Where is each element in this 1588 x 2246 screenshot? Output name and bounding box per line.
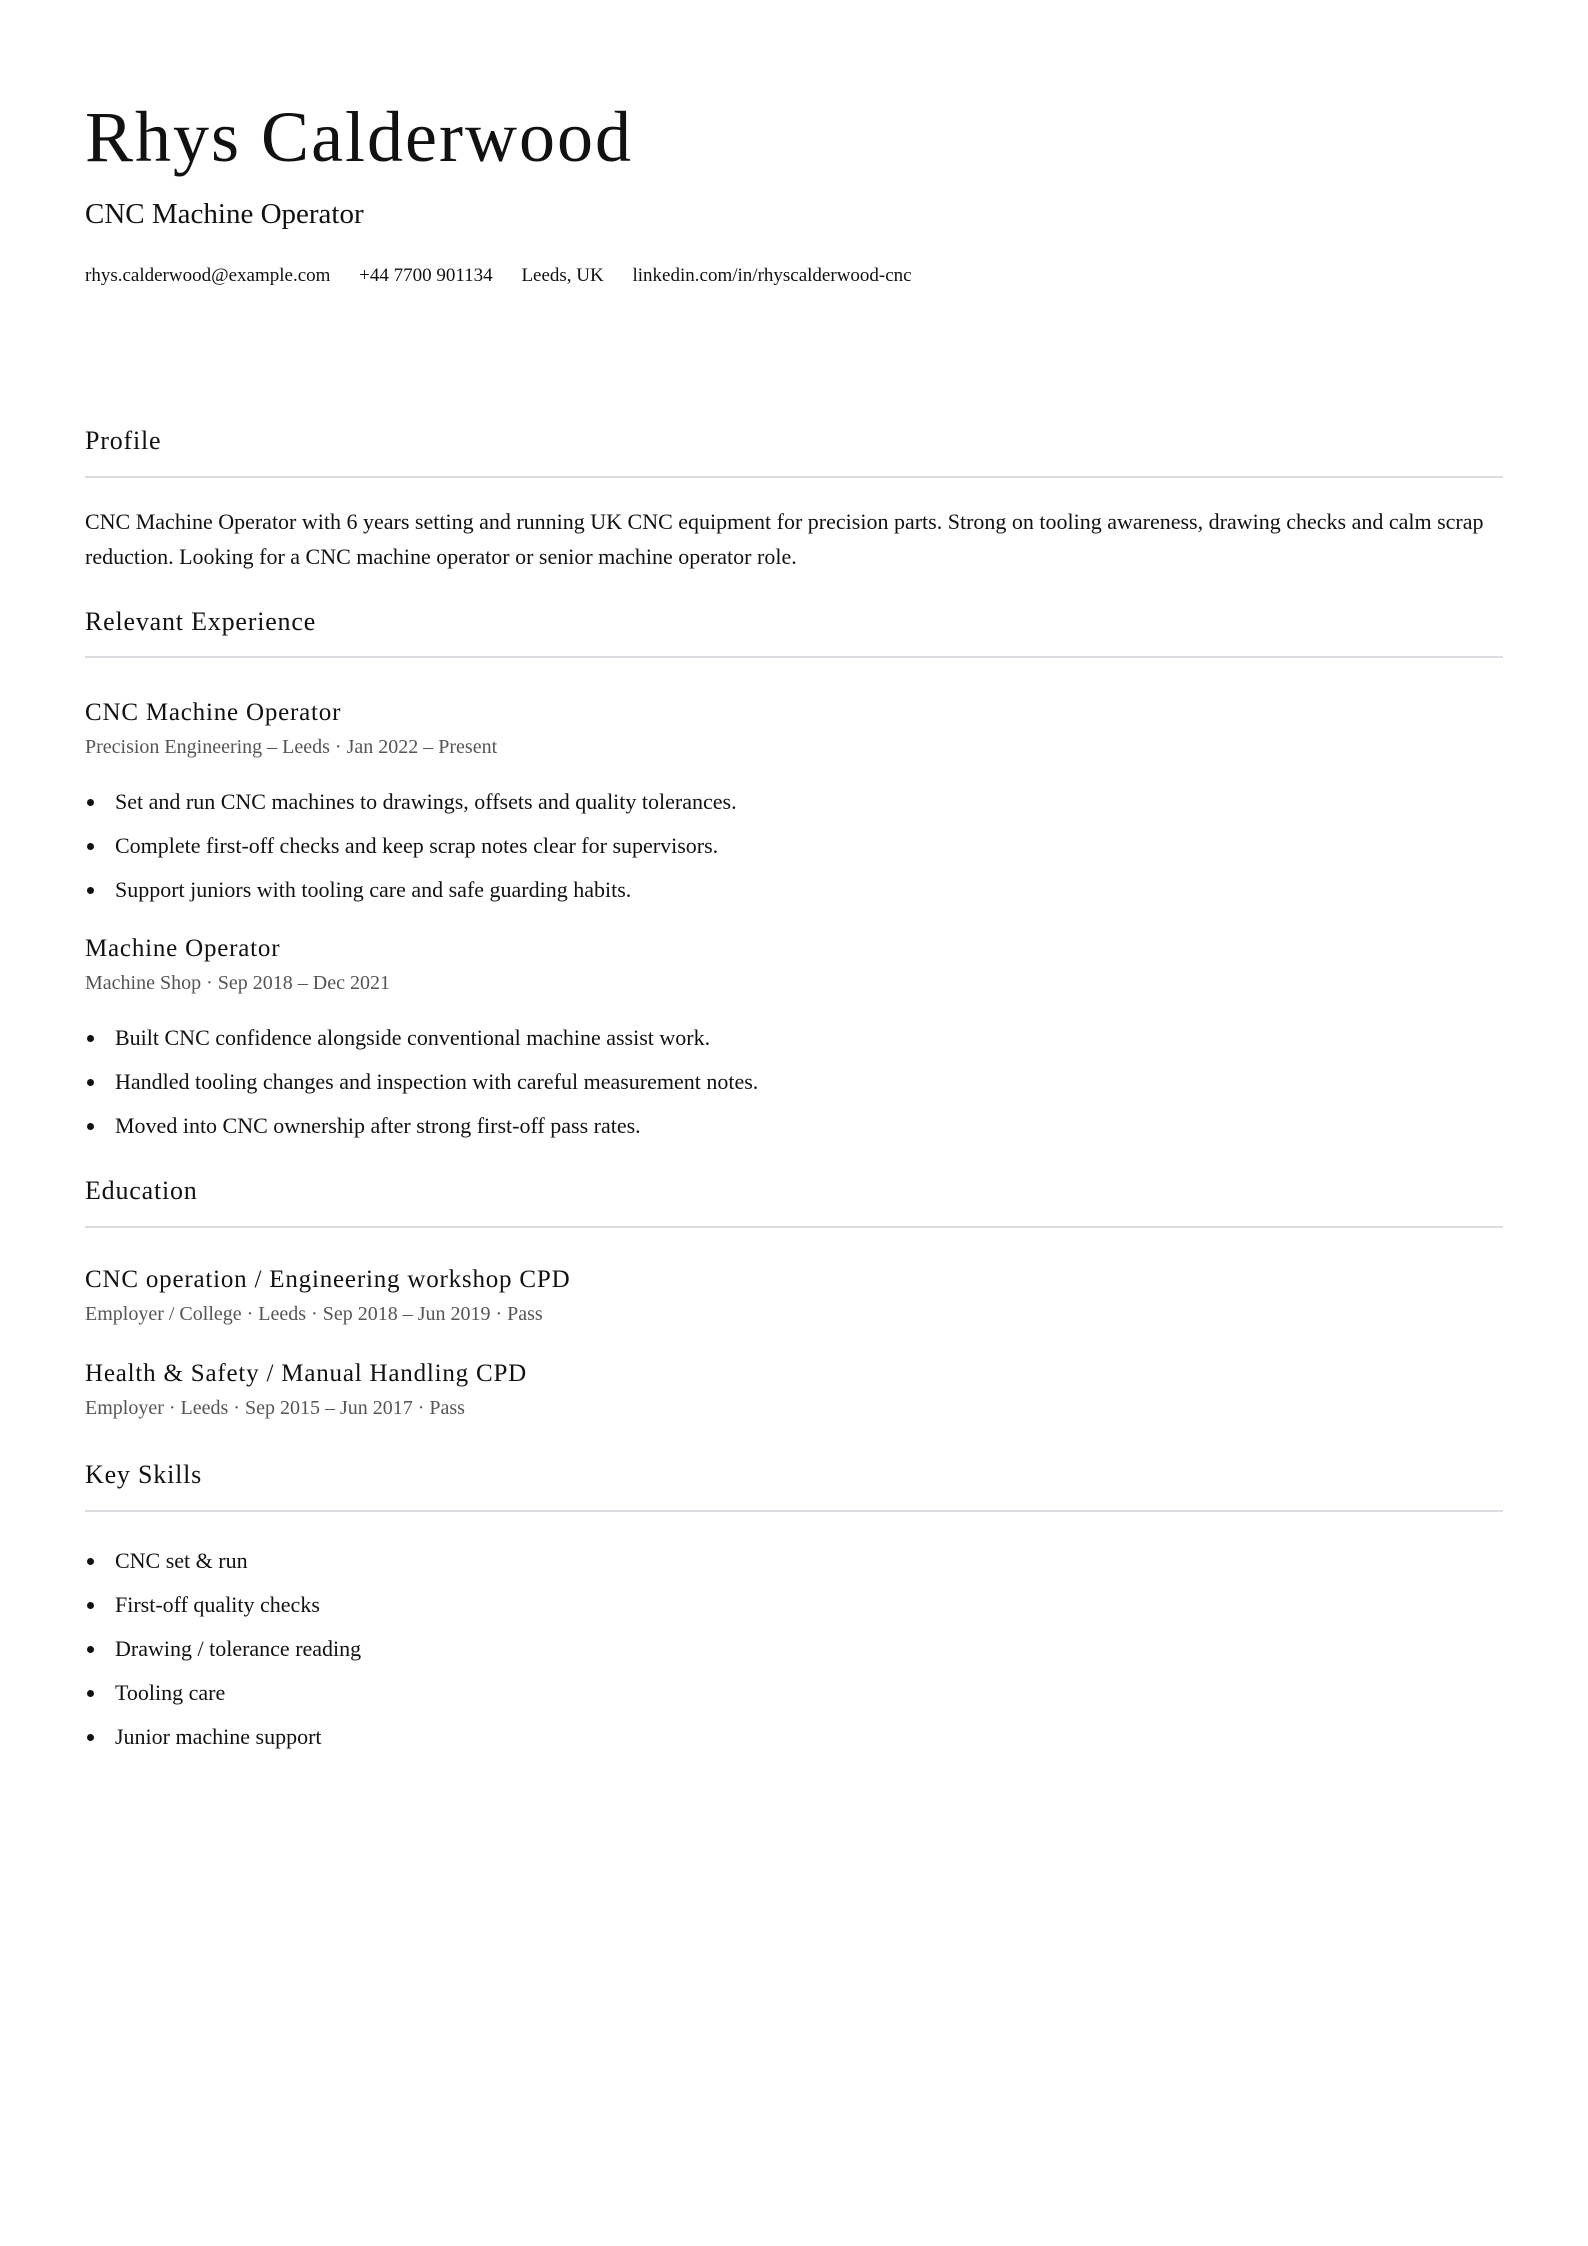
list-item: Moved into CNC ownership after strong first-off pass rates. [85, 1112, 758, 1156]
list-item: Complete first-off checks and keep scrap notes clear for supervisors. [85, 832, 737, 876]
section-title-profile: Profile [85, 426, 162, 455]
profile-summary: CNC Machine Operator with 6 years setting and running UK CNC equipment for precision parts. Strong on tooling awareness, drawing checks and calm scrap reduction. Looking for a CNC machine operator or senior machine operator role. [85, 509, 1484, 569]
education-meta: Employer / College · Leeds · Sep 2018 – Jun 2019 · Pass [85, 1303, 543, 1325]
job-bullets [85, 1024, 758, 1156]
contact-email[interactable]: rhys.calderwood@example.com [85, 265, 331, 286]
skills-list [85, 1547, 361, 1767]
education-title: CNC operation / Engineering workshop CPD [85, 1266, 571, 1293]
job-title: CNC Machine Operator [85, 699, 342, 726]
list-item: Built CNC confidence alongside conventional machine assist work. [85, 1024, 758, 1068]
section-divider [85, 1510, 1503, 1512]
section-title-education: Education [85, 1176, 198, 1205]
education-title: Health & Safety / Manual Handling CPD [85, 1360, 528, 1387]
section-divider [85, 1226, 1503, 1228]
section-title-experience: Relevant Experience [85, 607, 317, 636]
job-meta: Precision Engineering – Leeds · Jan 2022 – Present [85, 736, 498, 758]
job-title: Machine Operator [85, 935, 281, 962]
skill-item: Junior machine support [85, 1723, 361, 1767]
education-meta: Employer · Leeds · Sep 2015 – Jun 2017 · Pass [85, 1397, 465, 1419]
list-item: Handled tooling changes and inspection with careful measurement notes. [85, 1068, 758, 1112]
job-bullets [85, 788, 737, 920]
candidate-role: CNC Machine Operator [85, 198, 364, 230]
list-item: Set and run CNC machines to drawings, offsets and quality tolerances. [85, 788, 737, 832]
skill-item: First-off quality checks [85, 1591, 361, 1635]
list-item: Support juniors with tooling care and safe guarding habits. [85, 876, 737, 920]
skill-item: CNC set & run [85, 1547, 361, 1591]
contact-linkedin[interactable]: linkedin.com/in/rhyscalderwood-cnc [632, 265, 912, 286]
skill-item: Drawing / tolerance reading [85, 1635, 361, 1679]
contact-line [85, 264, 936, 288]
candidate-name: Rhys Calderwood [85, 97, 633, 177]
contact-location: Leeds, UK [521, 265, 604, 286]
section-title-skills: Key Skills [85, 1460, 203, 1489]
section-divider [85, 656, 1503, 658]
contact-phone[interactable]: +44 7700 901134 [359, 265, 493, 286]
section-divider [85, 476, 1503, 478]
job-meta: Machine Shop · Sep 2018 – Dec 2021 [85, 972, 390, 994]
skill-item: Tooling care [85, 1679, 361, 1723]
